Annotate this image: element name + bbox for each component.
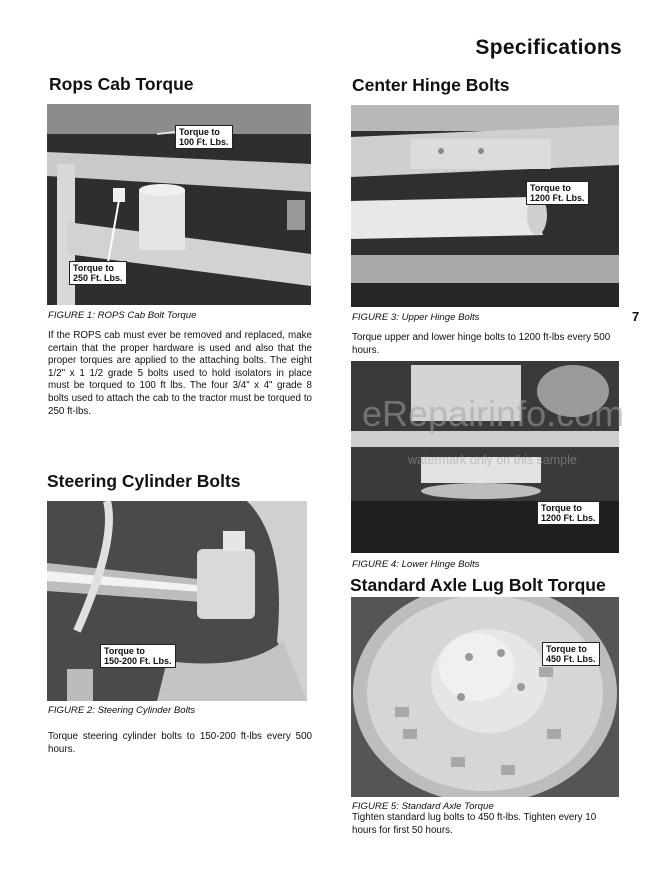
- steering-cylinder-photo: [47, 501, 307, 701]
- hinge-text: Torque upper and lower hinge bolts to 1200 ft-lbs every 500 hours.: [352, 332, 611, 356]
- figure3-caption: FIGURE 3: Upper Hinge Bolts: [352, 312, 480, 323]
- axle-wheel-photo: [351, 597, 619, 797]
- steering-callout: Torque to 150-200 Ft. Lbs.: [100, 644, 176, 668]
- rops-callout-100: Torque to 100 Ft. Lbs.: [175, 125, 233, 149]
- watermark-note: watermark only on this sample: [408, 453, 577, 467]
- watermark-site: eRepairinfo.com: [362, 393, 625, 434]
- axle-text: Tighten standard lug bolts to 450 ft-lbs. Tighten every 10 hours for first 50 hours.: [352, 812, 597, 836]
- upper-hinge-callout: Torque to 1200 Ft. Lbs.: [526, 181, 589, 205]
- rops-cab-photo: [47, 104, 311, 305]
- axle-heading: Standard Axle Lug Bolt Torque: [350, 575, 606, 595]
- page-title: Specifications: [475, 36, 622, 59]
- axle-callout: Torque to 450 Ft. Lbs.: [542, 642, 600, 666]
- lower-hinge-callout: Torque to 1200 Ft. Lbs.: [537, 501, 600, 525]
- hinge-heading: Center Hinge Bolts: [352, 75, 510, 95]
- steering-text: Torque steering cylinder bolts to 150-200 ft-lbs every 500 hours.: [48, 731, 312, 755]
- rops-callout-250: Torque to 250 Ft. Lbs.: [69, 261, 127, 285]
- figure1-caption: FIGURE 1: ROPS Cab Bolt Torque: [48, 310, 197, 321]
- rops-heading: Rops Cab Torque: [49, 74, 194, 94]
- upper-hinge-photo: [351, 105, 619, 307]
- rops-text: If the ROPS cab must ever be removed and replaced, make certain that the proper hardware is used and also that the proper torques are applied to the attaching bolts. The eight 1/2" x 1 1/2 grade 5 bolts used to hold isolators in place must be torqued to 100 ft lbs. The four 3/4" x 4" grade 8 bolts used to attach the cab to the tractor must be torqued to 250 ft-lbs.: [48, 330, 312, 417]
- steering-heading: Steering Cylinder Bolts: [47, 471, 241, 491]
- figure2-caption: FIGURE 2: Steering Cylinder Bolts: [48, 705, 196, 716]
- figure4-caption: FIGURE 4: Lower Hinge Bolts: [352, 559, 480, 570]
- figure5-caption: FIGURE 5: Standard Axle Torque: [352, 801, 494, 812]
- page-number: 7: [632, 309, 640, 324]
